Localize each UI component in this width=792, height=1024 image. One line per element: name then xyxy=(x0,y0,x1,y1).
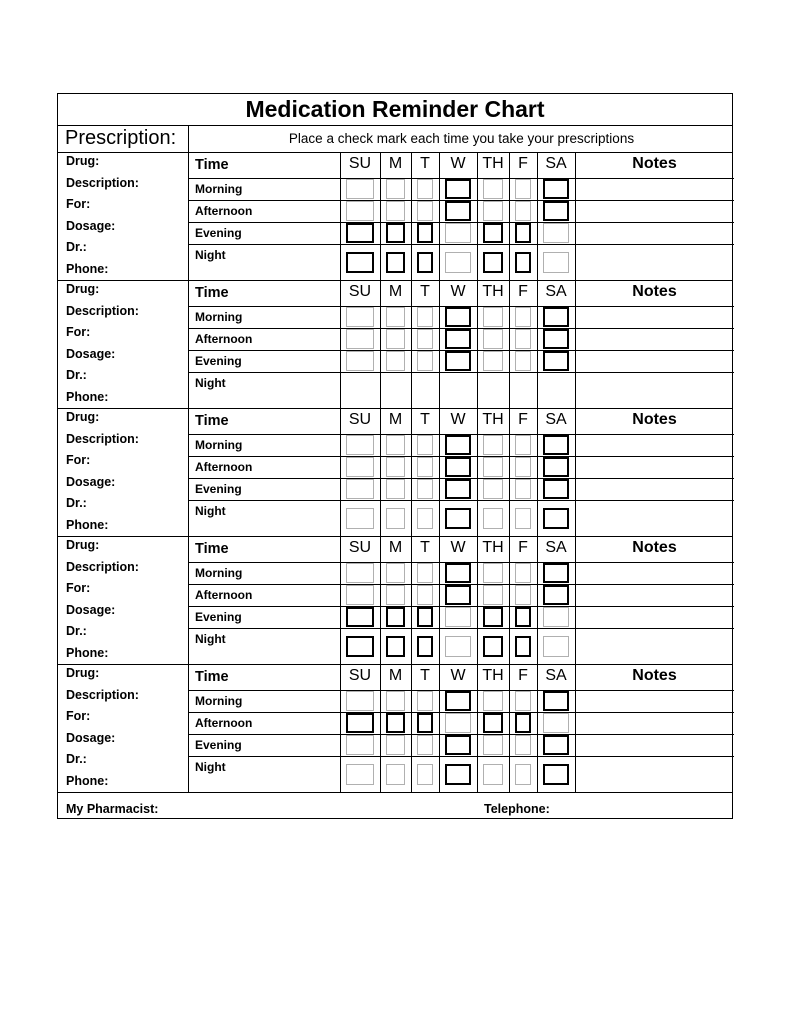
dose-checkbox[interactable] xyxy=(386,691,405,711)
dose-checkbox[interactable] xyxy=(483,636,503,657)
dose-checkbox[interactable] xyxy=(417,691,433,711)
notes-header: Notes xyxy=(632,155,677,172)
dose-checkbox[interactable] xyxy=(386,223,405,243)
dose-checkbox[interactable] xyxy=(483,691,503,711)
day-header: M xyxy=(388,411,403,428)
drug-info-label: Phone: xyxy=(66,645,109,660)
dose-checkbox[interactable] xyxy=(445,329,471,349)
dose-checkbox[interactable] xyxy=(483,457,503,477)
time-column-header: Time xyxy=(195,157,229,173)
dose-checkbox[interactable] xyxy=(483,764,503,785)
day-header: M xyxy=(388,155,403,172)
day-header: SU xyxy=(348,667,372,684)
dose-checkbox[interactable] xyxy=(515,435,531,455)
drug-info-label: Drug: xyxy=(66,410,100,424)
time-slot-label: Evening xyxy=(195,610,242,624)
day-header: M xyxy=(388,539,403,556)
drug-info-label: Drug: xyxy=(66,154,100,168)
dose-checkbox[interactable] xyxy=(543,713,569,733)
day-header: W xyxy=(450,411,466,428)
dose-checkbox[interactable] xyxy=(445,179,471,199)
drug-info-label: Dr.: xyxy=(66,368,87,382)
drug-info-label: Dosage: xyxy=(66,602,116,617)
prescription-label: Prescription: xyxy=(65,127,177,149)
table-column-line xyxy=(188,536,189,664)
day-header: SA xyxy=(545,283,567,300)
day-header: TH xyxy=(482,539,504,556)
day-header: F xyxy=(518,283,528,300)
day-header: M xyxy=(388,283,403,300)
dose-checkbox[interactable] xyxy=(543,435,569,455)
dose-checkbox[interactable] xyxy=(543,351,569,371)
dose-checkbox[interactable] xyxy=(515,252,531,273)
drug-info-label: For: xyxy=(66,581,91,595)
dose-checkbox[interactable] xyxy=(445,252,471,273)
day-header: T xyxy=(420,667,430,684)
drug-info-label: Dosage: xyxy=(66,346,116,361)
section-divider xyxy=(58,536,732,537)
dose-checkbox[interactable] xyxy=(445,479,471,499)
dose-checkbox[interactable] xyxy=(417,585,433,605)
dose-checkbox[interactable] xyxy=(483,607,503,627)
pharmacist-label: My Pharmacist: xyxy=(66,802,159,816)
time-slot-label: Morning xyxy=(195,310,243,324)
dose-checkbox[interactable] xyxy=(483,713,503,733)
dose-checkbox[interactable] xyxy=(346,307,374,327)
dose-checkbox[interactable] xyxy=(386,508,405,529)
day-header: F xyxy=(518,411,528,428)
dose-checkbox[interactable] xyxy=(346,764,374,785)
dose-checkbox[interactable] xyxy=(515,457,531,477)
dose-checkbox[interactable] xyxy=(445,351,471,371)
dose-checkbox[interactable] xyxy=(543,201,569,221)
drug-info-label: Drug: xyxy=(66,666,100,680)
table-row-line xyxy=(188,244,734,245)
dose-checkbox[interactable] xyxy=(346,636,374,657)
time-slot-label: Afternoon xyxy=(195,204,253,218)
dose-checkbox[interactable] xyxy=(543,479,569,499)
dose-checkbox[interactable] xyxy=(483,252,503,273)
drug-info-label: Description: xyxy=(66,175,139,190)
dose-checkbox[interactable] xyxy=(483,735,503,755)
dose-checkbox[interactable] xyxy=(346,691,374,711)
dose-checkbox[interactable] xyxy=(515,351,531,371)
day-header: SU xyxy=(348,283,372,300)
dose-checkbox[interactable] xyxy=(346,329,374,349)
dose-checkbox[interactable] xyxy=(445,563,471,583)
drug-info-label: Description: xyxy=(66,559,139,574)
dose-checkbox[interactable] xyxy=(346,735,374,755)
section-divider xyxy=(58,664,732,665)
table-column-line xyxy=(188,408,189,536)
dose-checkbox[interactable] xyxy=(543,636,569,657)
day-header: SU xyxy=(348,155,372,172)
dose-checkbox[interactable] xyxy=(386,201,405,221)
day-header: M xyxy=(388,667,403,684)
dose-checkbox[interactable] xyxy=(346,713,374,733)
dose-checkbox[interactable] xyxy=(515,735,531,755)
table-column-line xyxy=(188,152,189,280)
table-row-line xyxy=(188,372,734,373)
chart-title: Medication Reminder Chart xyxy=(245,96,545,122)
drug-info-label: Dosage: xyxy=(66,474,116,489)
dose-checkbox[interactable] xyxy=(483,435,503,455)
dose-checkbox[interactable] xyxy=(417,201,433,221)
dose-checkbox[interactable] xyxy=(386,735,405,755)
drug-info-label: Phone: xyxy=(66,389,109,404)
drug-info-label: Drug: xyxy=(66,538,100,552)
dose-checkbox[interactable] xyxy=(445,607,471,627)
day-header: SA xyxy=(545,155,567,172)
drug-info-label: Dr.: xyxy=(66,752,87,766)
dose-checkbox[interactable] xyxy=(346,435,374,455)
dose-checkbox[interactable] xyxy=(417,179,433,199)
time-slot-label: Night xyxy=(195,632,226,646)
dose-checkbox[interactable] xyxy=(483,479,503,499)
day-header: TH xyxy=(482,411,504,428)
dose-checkbox[interactable] xyxy=(445,735,471,755)
dose-checkbox[interactable] xyxy=(417,457,433,477)
telephone-label: Telephone: xyxy=(484,802,550,816)
dose-checkbox[interactable] xyxy=(417,351,433,371)
dose-checkbox[interactable] xyxy=(346,607,374,627)
dose-checkbox[interactable] xyxy=(386,457,405,477)
dose-checkbox[interactable] xyxy=(445,307,471,327)
dose-checkbox[interactable] xyxy=(417,764,433,785)
dose-checkbox[interactable] xyxy=(515,307,531,327)
dose-checkbox[interactable] xyxy=(543,607,569,627)
dose-checkbox[interactable] xyxy=(386,435,405,455)
drug-info-label: Phone: xyxy=(66,517,109,532)
dose-checkbox[interactable] xyxy=(417,508,433,529)
dose-checkbox[interactable] xyxy=(483,307,503,327)
header-divider xyxy=(58,152,732,153)
dose-checkbox[interactable] xyxy=(346,252,374,273)
drug-info-label: Dosage: xyxy=(66,730,116,745)
drug-info-label: Description: xyxy=(66,431,139,446)
dose-checkbox[interactable] xyxy=(543,508,569,529)
day-header: SA xyxy=(545,667,567,684)
dose-checkbox[interactable] xyxy=(543,735,569,755)
dose-checkbox[interactable] xyxy=(515,179,531,199)
dose-checkbox[interactable] xyxy=(346,201,374,221)
dose-checkbox[interactable] xyxy=(417,735,433,755)
dose-checkbox[interactable] xyxy=(543,252,569,273)
dose-checkbox[interactable] xyxy=(445,713,471,733)
dose-checkbox[interactable] xyxy=(543,691,569,711)
medication-chart xyxy=(57,93,733,819)
day-header: T xyxy=(420,283,430,300)
drug-info-label: Dosage: xyxy=(66,218,116,233)
day-header: T xyxy=(420,155,430,172)
notes-header: Notes xyxy=(632,667,677,684)
dose-checkbox[interactable] xyxy=(445,457,471,477)
day-header: W xyxy=(450,539,466,556)
time-slot-label: Evening xyxy=(195,226,242,240)
time-slot-label: Afternoon xyxy=(195,460,253,474)
time-slot-label: Evening xyxy=(195,354,242,368)
dose-checkbox[interactable] xyxy=(483,508,503,529)
day-header: TH xyxy=(482,283,504,300)
dose-checkbox[interactable] xyxy=(386,351,405,371)
time-slot-label: Afternoon xyxy=(195,332,253,346)
table-column-line xyxy=(188,280,189,408)
time-column-header: Time xyxy=(195,285,229,301)
dose-checkbox[interactable] xyxy=(543,179,569,199)
time-slot-label: Morning xyxy=(195,438,243,452)
time-slot-label: Night xyxy=(195,376,226,390)
section-divider xyxy=(58,792,732,793)
dose-checkbox[interactable] xyxy=(417,713,433,733)
drug-info-label: Dr.: xyxy=(66,496,87,510)
dose-checkbox[interactable] xyxy=(346,508,374,529)
table-column-line xyxy=(188,664,189,792)
dose-checkbox[interactable] xyxy=(386,636,405,657)
dose-checkbox[interactable] xyxy=(543,764,569,785)
dose-checkbox[interactable] xyxy=(515,563,531,583)
table-row-line xyxy=(188,628,734,629)
time-slot-label: Night xyxy=(195,760,226,774)
dose-checkbox[interactable] xyxy=(417,329,433,349)
notes-header: Notes xyxy=(632,539,677,556)
dose-checkbox[interactable] xyxy=(386,563,405,583)
dose-checkbox[interactable] xyxy=(483,329,503,349)
day-header: T xyxy=(420,539,430,556)
dose-checkbox[interactable] xyxy=(346,223,374,243)
day-header: T xyxy=(420,411,430,428)
section-divider xyxy=(58,280,732,281)
day-header: F xyxy=(518,667,528,684)
dose-checkbox[interactable] xyxy=(417,307,433,327)
dose-checkbox[interactable] xyxy=(543,563,569,583)
drug-info-label: Drug: xyxy=(66,282,100,296)
dose-checkbox[interactable] xyxy=(386,479,405,499)
time-slot-label: Evening xyxy=(195,482,242,496)
drug-info-label: Phone: xyxy=(66,261,109,276)
table-row-line xyxy=(188,500,734,501)
dose-checkbox[interactable] xyxy=(445,201,471,221)
dose-checkbox[interactable] xyxy=(515,508,531,529)
day-header: SU xyxy=(348,539,372,556)
day-header: SU xyxy=(348,411,372,428)
drug-info-label: Description: xyxy=(66,687,139,702)
dose-checkbox[interactable] xyxy=(445,435,471,455)
dose-checkbox[interactable] xyxy=(515,223,531,243)
dose-checkbox[interactable] xyxy=(515,329,531,349)
day-header: SA xyxy=(545,411,567,428)
dose-checkbox[interactable] xyxy=(515,691,531,711)
time-column-header: Time xyxy=(195,413,229,429)
dose-checkbox[interactable] xyxy=(515,636,531,657)
instruction-text: Place a check mark each time you take your prescriptions xyxy=(288,131,635,146)
drug-info-label: For: xyxy=(66,709,91,723)
dose-checkbox[interactable] xyxy=(417,435,433,455)
drug-info-label: Dr.: xyxy=(66,240,87,254)
time-slot-label: Afternoon xyxy=(195,716,253,730)
time-slot-label: Evening xyxy=(195,738,242,752)
drug-info-label: Description: xyxy=(66,303,139,318)
dose-checkbox[interactable] xyxy=(386,764,405,785)
dose-checkbox[interactable] xyxy=(445,691,471,711)
dose-checkbox[interactable] xyxy=(386,307,405,327)
dose-checkbox[interactable] xyxy=(386,585,405,605)
dose-checkbox[interactable] xyxy=(346,563,374,583)
day-header: F xyxy=(518,155,528,172)
day-header: F xyxy=(518,539,528,556)
drug-info-label: For: xyxy=(66,197,91,211)
dose-checkbox[interactable] xyxy=(445,585,471,605)
dose-checkbox[interactable] xyxy=(515,607,531,627)
dose-checkbox[interactable] xyxy=(543,457,569,477)
dose-checkbox[interactable] xyxy=(386,179,405,199)
dose-checkbox[interactable] xyxy=(445,508,471,529)
day-header: SA xyxy=(545,539,567,556)
dose-checkbox[interactable] xyxy=(445,636,471,657)
table-row-line xyxy=(188,756,734,757)
dose-checkbox[interactable] xyxy=(515,713,531,733)
drug-info-label: Phone: xyxy=(66,773,109,788)
dose-checkbox[interactable] xyxy=(483,179,503,199)
dose-checkbox[interactable] xyxy=(417,563,433,583)
time-column-header: Time xyxy=(195,669,229,685)
drug-info-label: Dr.: xyxy=(66,624,87,638)
time-slot-label: Morning xyxy=(195,182,243,196)
drug-info-label: For: xyxy=(66,453,91,467)
dose-checkbox[interactable] xyxy=(483,563,503,583)
time-slot-label: Morning xyxy=(195,566,243,580)
dose-checkbox[interactable] xyxy=(483,223,503,243)
dose-checkbox[interactable] xyxy=(346,351,374,371)
time-slot-label: Afternoon xyxy=(195,588,253,602)
time-slot-label: Night xyxy=(195,248,226,262)
dose-checkbox[interactable] xyxy=(483,201,503,221)
dose-checkbox[interactable] xyxy=(515,201,531,221)
dose-checkbox[interactable] xyxy=(515,585,531,605)
dose-checkbox[interactable] xyxy=(445,223,471,243)
dose-checkbox[interactable] xyxy=(543,329,569,349)
dose-checkbox[interactable] xyxy=(346,179,374,199)
day-header: W xyxy=(450,667,466,684)
dose-checkbox[interactable] xyxy=(386,329,405,349)
section-divider xyxy=(58,408,732,409)
dose-checkbox[interactable] xyxy=(346,585,374,605)
dose-checkbox[interactable] xyxy=(346,479,374,499)
dose-checkbox[interactable] xyxy=(346,457,374,477)
dose-checkbox[interactable] xyxy=(543,585,569,605)
dose-checkbox[interactable] xyxy=(515,479,531,499)
dose-checkbox[interactable] xyxy=(515,764,531,785)
dose-checkbox[interactable] xyxy=(386,607,405,627)
time-slot-label: Night xyxy=(195,504,226,518)
day-header: W xyxy=(450,155,466,172)
dose-checkbox[interactable] xyxy=(543,223,569,243)
drug-info-label: For: xyxy=(66,325,91,339)
time-slot-label: Morning xyxy=(195,694,243,708)
notes-header: Notes xyxy=(632,283,677,300)
notes-header: Notes xyxy=(632,411,677,428)
dose-checkbox[interactable] xyxy=(445,764,471,785)
dose-checkbox[interactable] xyxy=(543,307,569,327)
day-header: TH xyxy=(482,667,504,684)
dose-checkbox[interactable] xyxy=(483,585,503,605)
dose-checkbox[interactable] xyxy=(386,713,405,733)
dose-checkbox[interactable] xyxy=(483,351,503,371)
dose-checkbox[interactable] xyxy=(417,636,433,657)
dose-checkbox[interactable] xyxy=(417,479,433,499)
dose-checkbox[interactable] xyxy=(417,223,433,243)
day-header: W xyxy=(450,283,466,300)
dose-checkbox[interactable] xyxy=(386,252,405,273)
dose-checkbox[interactable] xyxy=(417,252,433,273)
day-header: TH xyxy=(482,155,504,172)
time-column-header: Time xyxy=(195,541,229,557)
dose-checkbox[interactable] xyxy=(417,607,433,627)
